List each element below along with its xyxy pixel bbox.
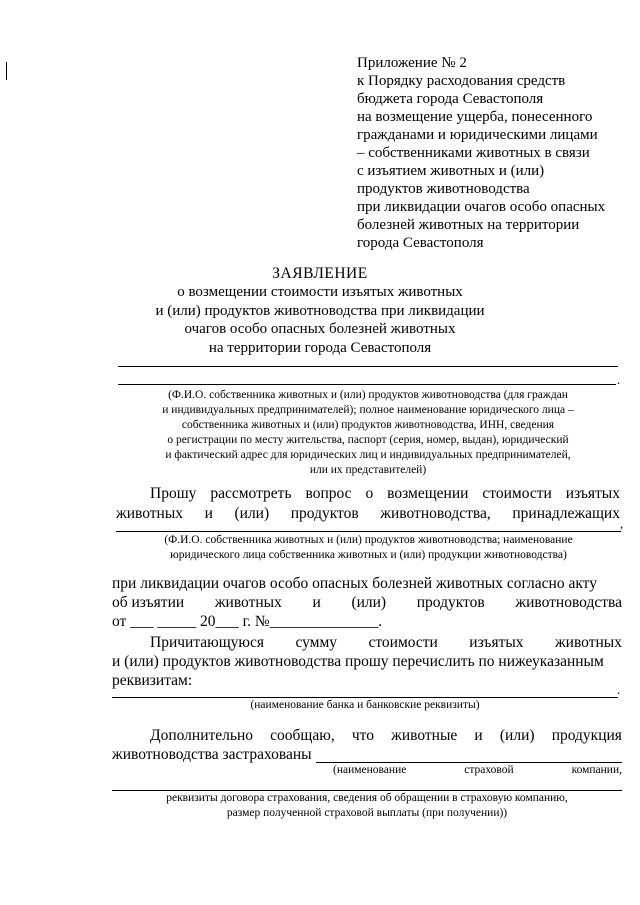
bank-fill-line xyxy=(112,697,618,698)
word: (или) xyxy=(499,727,535,744)
annex-line: при ликвидации очагов особо опасных xyxy=(357,199,606,215)
word: об изъятии xyxy=(112,594,185,611)
annex-line: Приложение № 2 xyxy=(357,55,467,71)
word: продуктов xyxy=(416,594,485,611)
owner-note-line: (Ф.И.О. собственника животных и (или) продуктов животноводства (для граждан xyxy=(168,389,568,401)
request-line xyxy=(116,505,620,523)
word: животных xyxy=(554,634,622,651)
word: животных xyxy=(116,505,183,522)
insurance-details-fill-line xyxy=(112,790,622,791)
insurance-note-line xyxy=(333,764,622,776)
annex-line: на возмещение ущерба, понесенного xyxy=(357,109,593,125)
period-mark: . xyxy=(617,372,621,387)
owner-fill-line xyxy=(118,384,616,385)
payment-line xyxy=(150,634,622,652)
bank-note: (наименование банка и банковские реквизиты) xyxy=(250,699,480,711)
word: животных xyxy=(214,594,282,611)
word: что xyxy=(351,727,374,744)
word: животноводства xyxy=(515,594,622,611)
annex-block xyxy=(357,54,605,252)
insurance-note-line: размер полученной страховой выплаты (при получении)) xyxy=(226,807,508,819)
insurance-line xyxy=(150,727,622,745)
word: о xyxy=(365,485,374,502)
word: вопрос xyxy=(305,485,352,502)
word: сообщаю, xyxy=(270,727,335,744)
owner-note-line: о регистрации по месту жительства, паспорт (серия, номер, выдан), юридический xyxy=(167,434,569,446)
word: страховой xyxy=(464,764,514,776)
word: животные xyxy=(391,727,458,744)
payment-line: и (или) продуктов животноводства прошу перечислить по нижеуказанным xyxy=(112,653,604,670)
word: (наименование xyxy=(333,764,407,776)
owner-note-line: и фактический адрес для юридических лиц и индивидуальных предпринимателей, xyxy=(165,449,571,461)
annex-line: продуктов животноводства xyxy=(357,181,530,197)
margin-mark xyxy=(6,62,7,80)
word: Причитающуюся xyxy=(150,634,265,651)
comma-mark: , xyxy=(620,516,624,531)
word: (или) xyxy=(234,505,270,522)
seizure-line xyxy=(112,594,622,612)
annex-line: гражданами и юридическими лицами xyxy=(357,127,598,143)
word: стоимости xyxy=(368,634,438,651)
word: и xyxy=(312,594,321,611)
word: продукция xyxy=(551,727,622,744)
word: и xyxy=(204,505,213,522)
insurance-line: животноводства застрахованы xyxy=(112,746,312,763)
subtitle-line: на территории города Севастополя xyxy=(208,340,432,356)
insurance-note-line: реквизиты договора страхования, сведения об обращении в страховую компанию, xyxy=(166,792,568,804)
word: изъятых xyxy=(565,485,620,502)
word: Прошу xyxy=(150,485,197,502)
owner-fill-line xyxy=(118,366,618,367)
owner-note-line: собственника животных и (или) продуктов животноводства, ИНН, сведения xyxy=(181,419,555,431)
belonging-note-line: юридического лица собственника животных и (или) продукции животноводства) xyxy=(170,549,567,561)
belonging-note-line: (Ф.И.О. собственника животных и (или) продуктов животноводства; наименование xyxy=(164,534,573,546)
belonging-fill-line xyxy=(116,531,621,532)
word: компании, xyxy=(571,764,622,776)
act-date-line: от ___ _____ 20___ г. №______________. xyxy=(112,613,383,630)
annex-line: города Севастополя xyxy=(357,235,484,251)
word: сумму xyxy=(295,634,338,651)
word: принадлежащих xyxy=(512,505,620,522)
liquidation-line: при ликвидации очагов особо опасных болезней животных согласно акту xyxy=(112,575,597,592)
word: и xyxy=(474,727,483,744)
insurance-fill-line xyxy=(316,762,622,763)
word: стоимости xyxy=(482,485,552,502)
subtitle-line: и (или) продуктов животноводства при ликвидации xyxy=(155,303,485,319)
annex-line: к Порядку расходования средств xyxy=(357,73,566,89)
word: (или) xyxy=(351,594,387,611)
word: рассмотреть xyxy=(210,485,292,502)
word: животноводства, xyxy=(380,505,491,522)
subtitle-line: очагов особо опасных болезней животных xyxy=(184,321,456,337)
owner-note-line: и индивидуальных предпринимателей); полное наименование юридического лица – xyxy=(162,404,574,416)
period-mark: . xyxy=(617,682,621,697)
word: изъятых xyxy=(469,634,524,651)
document-title: ЗАЯВЛЕНИЕ xyxy=(272,265,368,282)
owner-note-line: или их представителей) xyxy=(309,464,427,476)
word: Дополнительно xyxy=(150,727,253,744)
word: возмещении xyxy=(387,485,469,502)
word: продуктов xyxy=(290,505,359,522)
subtitle-line: о возмещении стоимости изъятых животных xyxy=(177,284,463,300)
annex-line: с изъятием животных и (или) xyxy=(357,163,545,179)
annex-line: болезней животных на территории xyxy=(357,217,580,233)
annex-line: бюджета города Севастополя xyxy=(357,91,544,107)
annex-line: – собственниками животных в связи xyxy=(357,145,590,161)
payment-line: реквизитам: xyxy=(112,672,193,689)
request-line xyxy=(150,485,620,503)
